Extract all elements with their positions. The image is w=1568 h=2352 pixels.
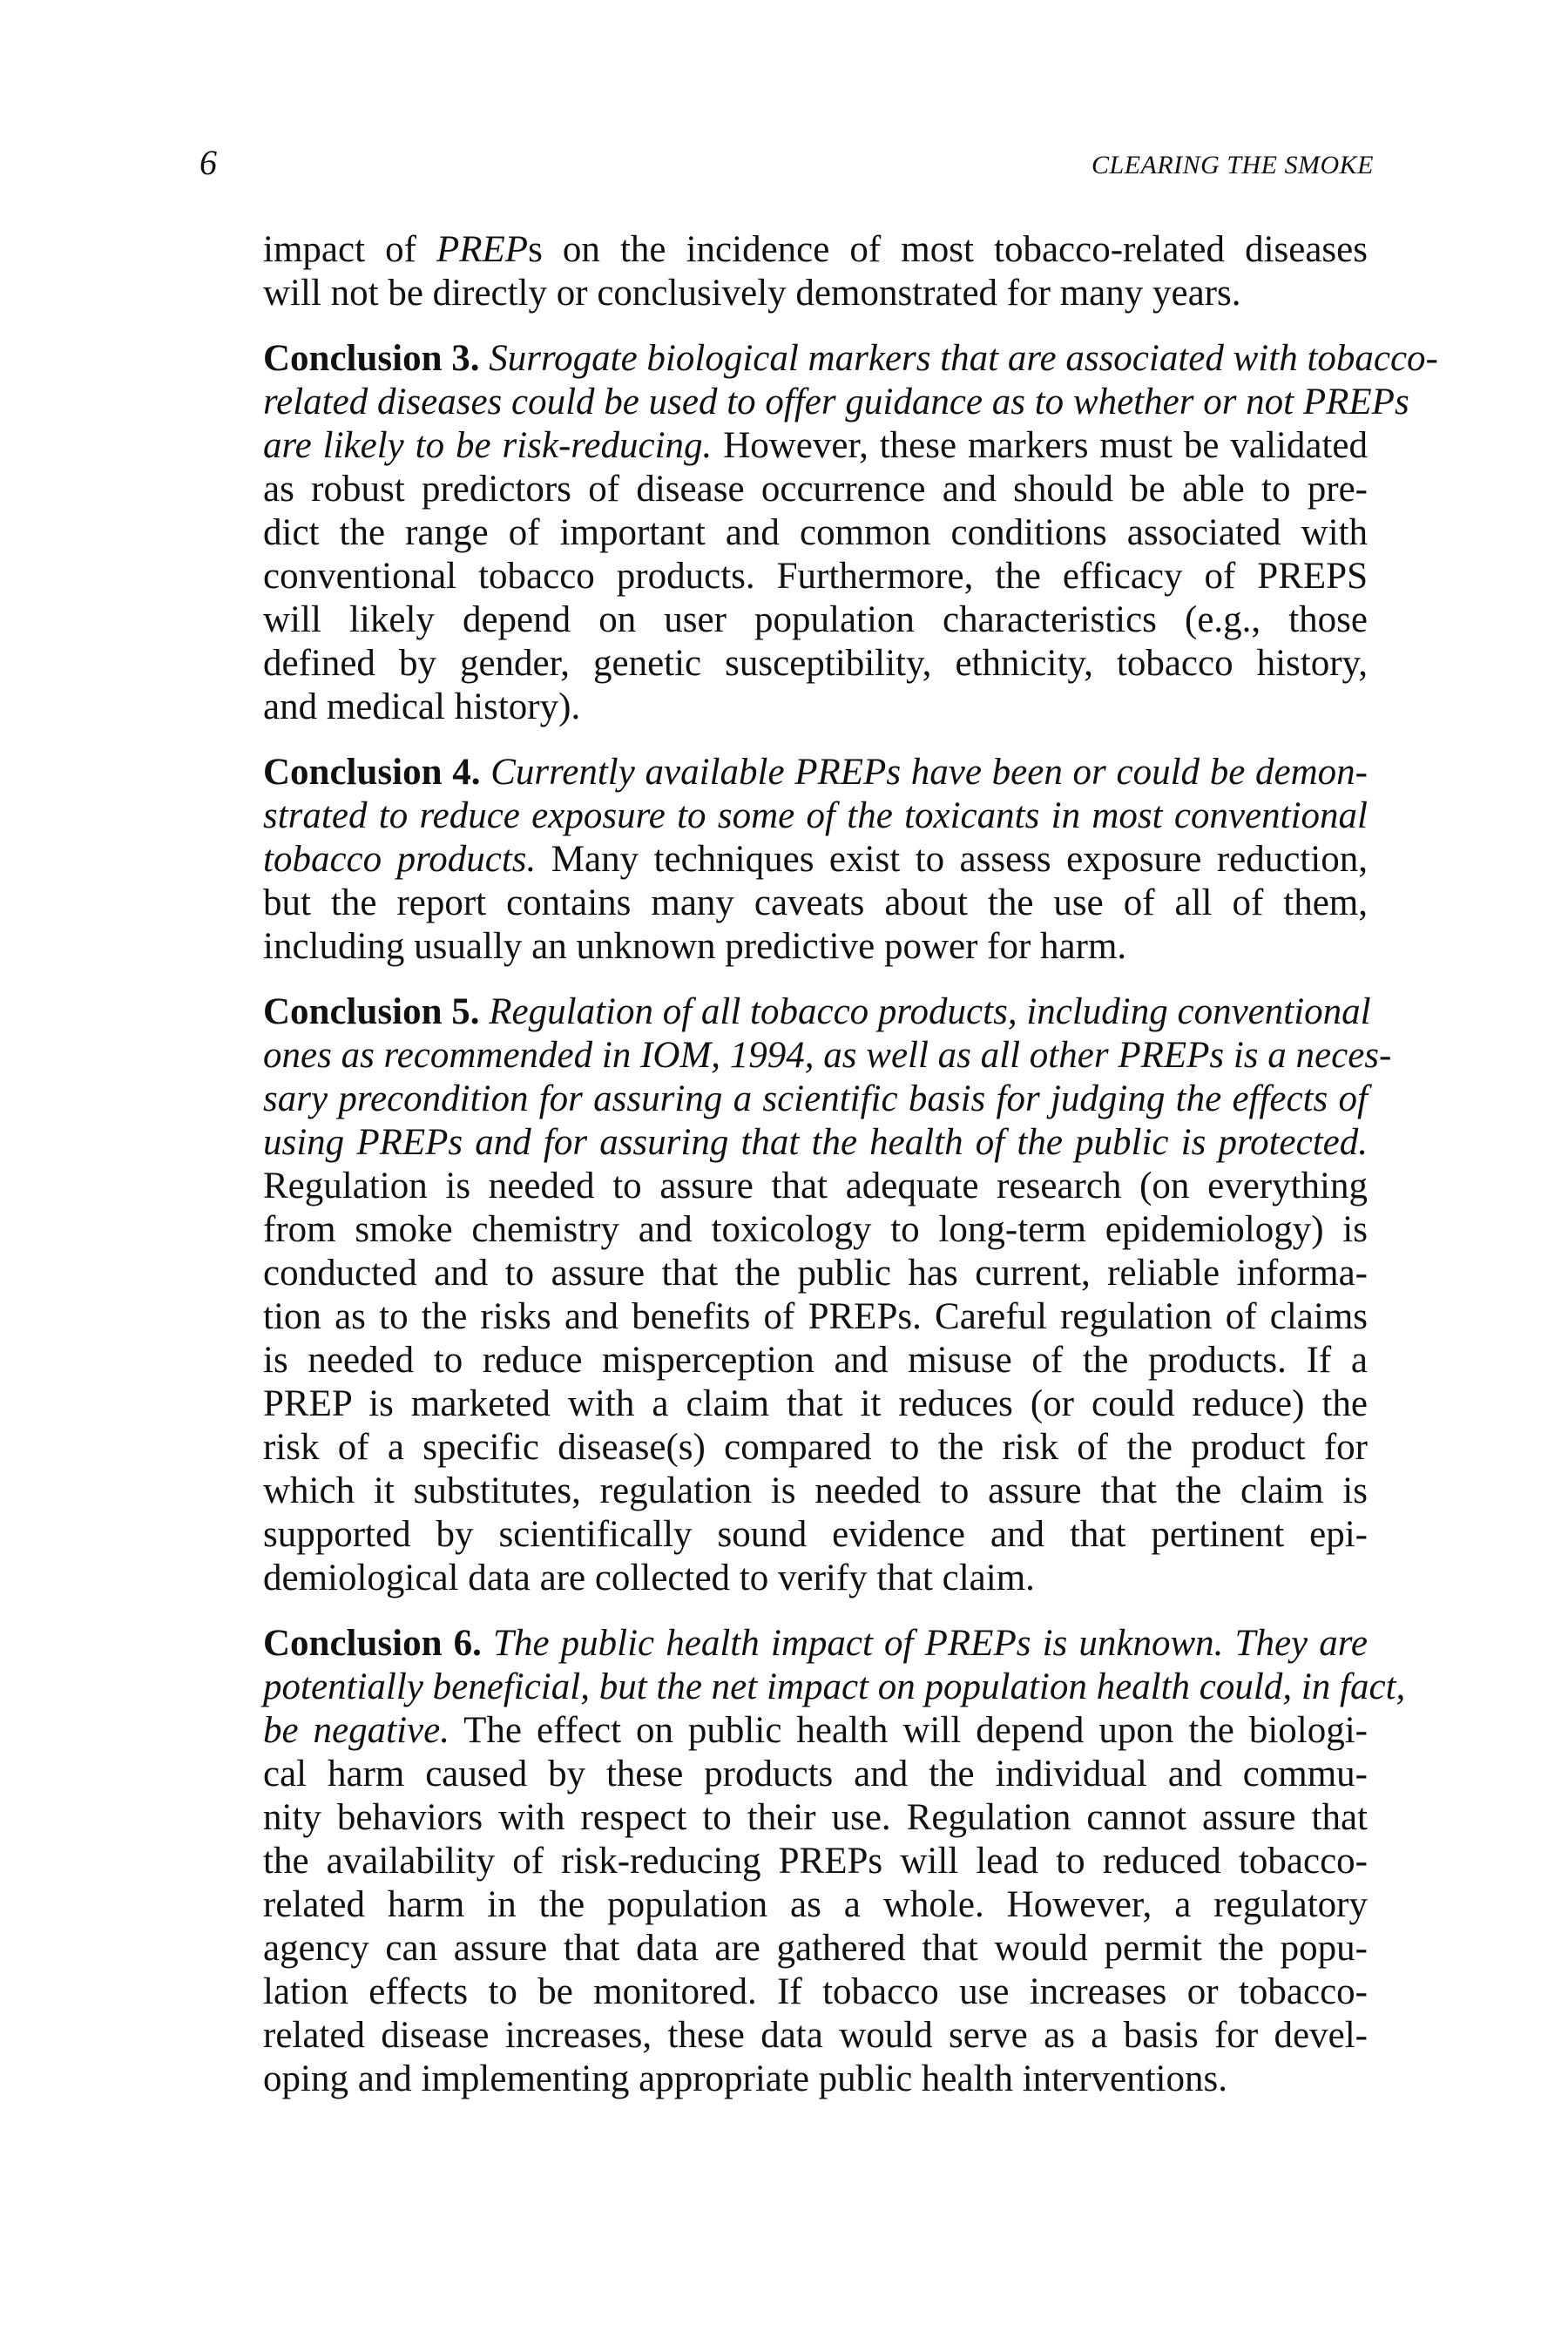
body-text-run: will likely depend on user population characteristics (e.g., those (263, 599, 1368, 640)
body-text-run: dict the range of important and common conditions associated with (263, 512, 1368, 553)
body-text-run: supported by scientifically sound evidence and that pertinent epi- (263, 1514, 1368, 1555)
text-line (263, 1796, 1368, 1840)
body-text-run: will not be directly or conclusively demonstrated for many years. (263, 273, 1241, 314)
page-number: 6 (199, 143, 217, 182)
body-text-run: defined by gender, genetic susceptibility, ethnicity, tobacco history, (263, 643, 1368, 684)
italic-text: related diseases could be used to offer guidance as to whether or not PREPs (263, 382, 1409, 422)
text-line (263, 642, 1368, 686)
text-line (263, 337, 1438, 381)
text-line (263, 1034, 1392, 1078)
italic-text: ones as recommended in IOM, 1994, as well as all other PREPs is a neces- (263, 1035, 1392, 1076)
text-line (263, 1339, 1368, 1382)
italic-text: Regulation of all tobacco products, including conventional (489, 991, 1371, 1032)
text-line (263, 598, 1368, 642)
text-line (263, 1208, 1368, 1252)
body-text-run: oping and implementing appropriate public health interventions. (263, 2058, 1227, 2099)
conclusion-heading: Conclusion 5. (263, 991, 490, 1032)
italic-text: PREP (436, 229, 529, 270)
body-text-run: the availability of risk-reducing PREPs will lead to reduced tobacco- (263, 1841, 1368, 1882)
body-text-run: tion as to the risks and benefits of PREPs. Careful regulation of claims (263, 1296, 1368, 1337)
text-line (263, 381, 1409, 424)
text-line (263, 228, 1368, 272)
text-line (263, 1666, 1406, 1709)
paragraph-conclusion-6 (263, 1622, 1406, 2101)
italic-text: The public health impact of PREPs is unknown. They are (493, 1623, 1368, 1664)
text-line (263, 1165, 1368, 1208)
body-text-run: demiological data are collected to verify that claim. (263, 1558, 1035, 1598)
text-line (263, 1513, 1368, 1557)
text-line (263, 1840, 1368, 1883)
text-line (263, 2014, 1368, 2058)
text-line (263, 1252, 1368, 1295)
body-text-run: and medical history). (263, 686, 581, 727)
text-line (263, 1426, 1368, 1470)
body-text-run: related disease increases, these data would serve as a basis for devel- (263, 2015, 1368, 2056)
body-text-run: conducted and to assure that the public has current, reliable informa- (263, 1253, 1368, 1294)
body-text-run: PREP is marketed with a claim that it reduces (or could reduce) the (263, 1383, 1368, 1424)
body-text-run: cal harm caused by these products and the individual and commu- (263, 1754, 1368, 1794)
italic-text: Currently available PREPs have been or could be demon- (490, 752, 1369, 793)
body-text-run: which it substitutes, regulation is needed to assure that the claim is (263, 1470, 1368, 1511)
text-line (263, 1557, 1368, 1600)
text-line (263, 511, 1368, 555)
italic-text: Surrogate biological markers that are associated with tobacco- (489, 338, 1438, 379)
text-line (263, 1709, 1368, 1753)
text-line (263, 1970, 1368, 2014)
italic-text: be negative. (263, 1710, 449, 1751)
body-text-run: as robust predictors of disease occurrence and should be able to pre- (263, 469, 1368, 510)
conclusion-heading: Conclusion 6. (263, 1623, 494, 1664)
paragraph-conclusion-5 (263, 990, 1392, 1600)
italic-text: using PREPs and for assuring that the health of the public is protected. (263, 1122, 1368, 1163)
body-text-run: s on the incidence of most tobacco-related diseases (528, 229, 1368, 270)
paragraph-continuation (263, 228, 1368, 315)
body-text-run: Many techniques exist to assess exposure reduction, (536, 839, 1368, 880)
body-text-run: including usually an unknown predictive power for harm. (263, 926, 1127, 967)
italic-text: sary precondition for assuring a scientific basis for judging the effects of (263, 1078, 1368, 1119)
text-line (263, 1753, 1368, 1796)
body-text-run: However, these markers must be validated (712, 425, 1368, 466)
text-line (263, 925, 1368, 969)
text-line (263, 1121, 1368, 1165)
body-text-run: agency can assure that data are gathered that would permit the popu- (263, 1928, 1368, 1969)
italic-text: are likely to be risk-reducing. (263, 425, 713, 466)
text-line (263, 424, 1368, 468)
body-text-run: conventional tobacco products. Furthermore, the efficacy of PREPS (263, 556, 1368, 597)
text-line (263, 838, 1368, 882)
body-text-run: impact of (263, 229, 436, 270)
body-text-run: but the report contains many caveats about the use of all of them, (263, 882, 1368, 923)
text-line (263, 1622, 1368, 1666)
paragraph-conclusion-3 (263, 337, 1438, 729)
text-line (263, 1470, 1368, 1513)
body-text-run: risk of a specific disease(s) compared to the risk of the product for (263, 1427, 1368, 1468)
text-line (263, 1078, 1368, 1121)
text-line (263, 686, 1368, 729)
italic-text: tobacco products. (263, 839, 537, 880)
text-line (263, 468, 1368, 511)
text-line (263, 751, 1368, 794)
text-line (263, 882, 1368, 925)
italic-text: strated to reduce exposure to some of the toxicants in most conventional (263, 795, 1368, 836)
italic-text: potentially beneficial, but the net impact on population health could, in fact, (263, 1666, 1406, 1707)
body-text-run: Regulation is needed to assure that adequate research (on everything (263, 1166, 1368, 1206)
text-line (263, 1927, 1368, 1970)
text-line (263, 272, 1368, 315)
conclusion-heading: Conclusion 3. (263, 338, 490, 379)
running-head (0, 0, 1568, 200)
text-line (263, 1883, 1368, 1927)
text-line (263, 2058, 1368, 2101)
text-line (263, 555, 1368, 598)
body-text-run: nity behaviors with respect to their use. Regulation cannot assure that (263, 1797, 1368, 1838)
body-text (263, 228, 1438, 2123)
text-line (263, 794, 1368, 838)
body-text-run: from smoke chemistry and toxicology to long-term epidemiology) is (263, 1209, 1368, 1250)
text-line (263, 1382, 1368, 1426)
body-text-run: related harm in the population as a whole. However, a regulatory (263, 1884, 1368, 1925)
conclusion-heading: Conclusion 4. (263, 752, 491, 793)
body-text-run: lation effects to be monitored. If tobacco use increases or tobacco- (263, 1971, 1368, 2012)
running-head-title: CLEARING THE SMOKE (1092, 151, 1374, 179)
paragraph-conclusion-4 (263, 751, 1368, 969)
text-line (263, 1295, 1368, 1339)
body-text-run: The effect on public health will depend upon the biologi- (449, 1710, 1368, 1751)
body-text-run: is needed to reduce misperception and misuse of the products. If a (263, 1340, 1368, 1381)
text-line (263, 990, 1371, 1034)
